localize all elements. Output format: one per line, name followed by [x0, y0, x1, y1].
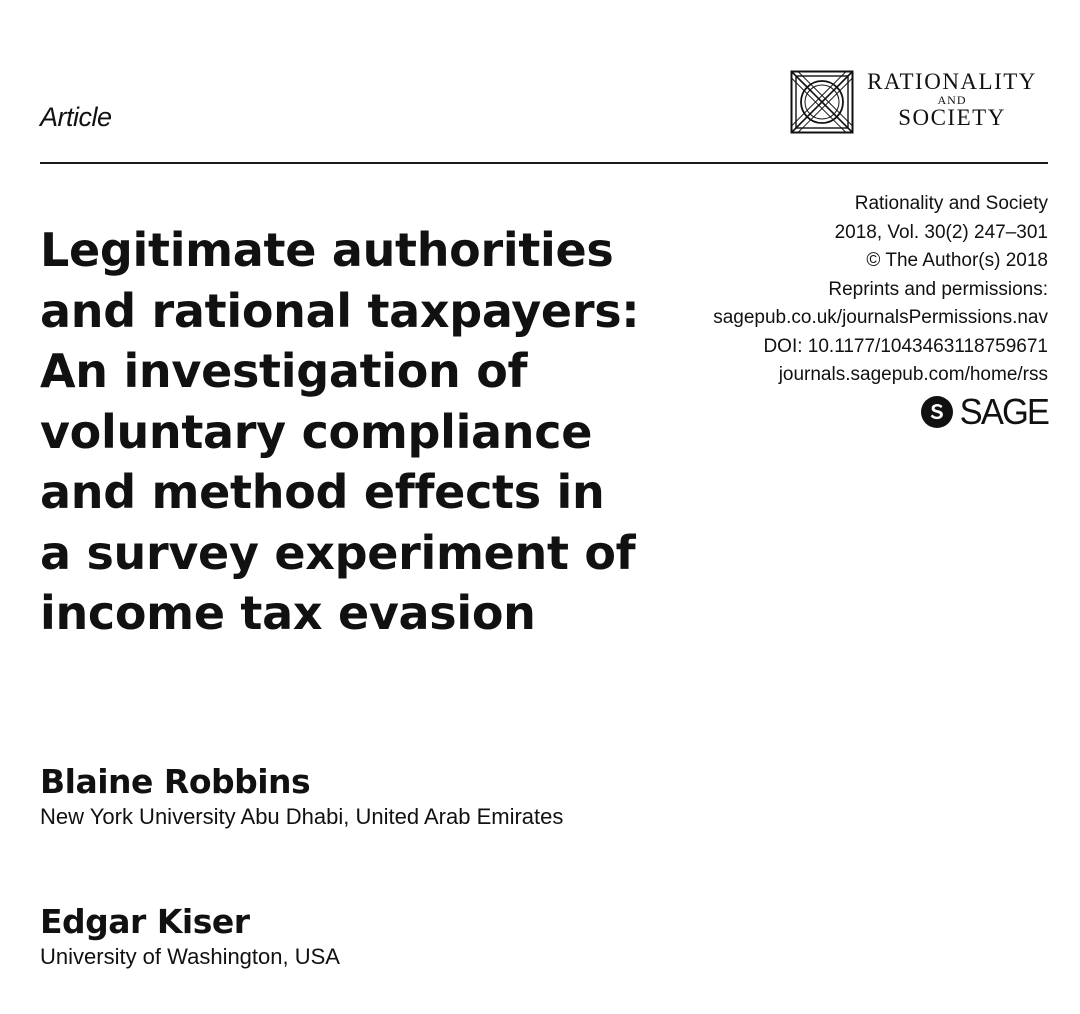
title-line: Legitimate authorities — [40, 223, 614, 277]
article-type-label: Article — [40, 102, 112, 132]
journal-wordmark — [858, 70, 1046, 129]
paper-title — [40, 220, 660, 644]
author-block — [40, 902, 940, 972]
author-affiliation: New York University Abu Dhabi, United Arab Emirates — [40, 804, 564, 829]
header-divider — [40, 162, 1048, 164]
author-affiliation: University of Washington, USA — [40, 944, 340, 969]
meta-reprints-label: Reprints and permissions: — [828, 278, 1048, 300]
journal-wordmark-line2: AND — [937, 93, 967, 107]
title-line: and rational taxpayers: — [40, 283, 640, 338]
meta-copyright: © The Author(s) 2018 — [866, 250, 1048, 271]
title-line: income tax evasion — [40, 586, 536, 640]
author-block — [40, 762, 940, 832]
journal-wordmark-line1: RATIONALITY — [867, 69, 1037, 94]
title-line: An investigation of — [40, 344, 528, 398]
citation-block — [628, 190, 1048, 390]
author-name: Blaine Robbins — [40, 762, 311, 801]
title-line: voluntary compliance — [40, 404, 593, 459]
journal-logo — [790, 70, 1050, 134]
sage-wordmark: SAGE — [959, 391, 1048, 432]
meta-permissions-link[interactable]: sagepub.co.uk/journalsPermissions.nav — [713, 307, 1048, 328]
sage-s-icon — [920, 395, 954, 429]
title-line: a survey experiment of — [40, 525, 636, 580]
journal-wordmark-line3: SOCIETY — [898, 105, 1006, 130]
meta-journal-link[interactable]: journals.sagepub.com/home/rss — [778, 364, 1048, 385]
meta-volume: 2018, Vol. 30(2) 247–301 — [834, 221, 1048, 243]
title-line: and method effects in — [40, 465, 605, 519]
author-name: Edgar Kiser — [40, 902, 250, 941]
sage-logo — [920, 392, 1048, 432]
meta-journal-name: Rationality and Society — [854, 193, 1048, 214]
journal-emblem-icon — [790, 70, 854, 134]
meta-doi[interactable]: DOI: 10.1177/1043463118759671 — [763, 335, 1048, 357]
